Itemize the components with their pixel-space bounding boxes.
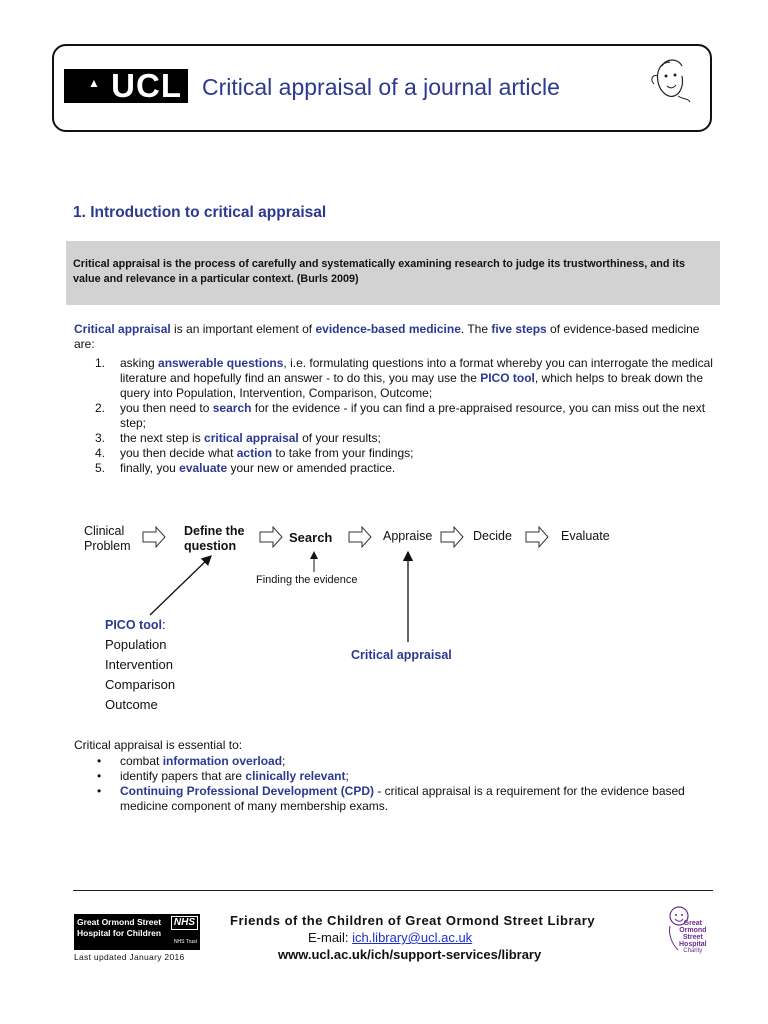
term-ebm: evidence-based medicine xyxy=(315,322,461,336)
bullet-text: identify papers that are xyxy=(120,769,246,783)
node-label: Clinical xyxy=(84,524,125,538)
intro-text: of evidence-based medicine are: xyxy=(74,322,700,351)
pico-item: Outcome xyxy=(105,697,158,712)
intro-text: . The xyxy=(460,322,492,336)
bullet-text: ; xyxy=(282,754,286,768)
pico-list xyxy=(105,617,175,715)
step-text: for the evidence - if you can find a pre-appraised resource, you can miss out the next step; xyxy=(120,401,706,430)
pico-item: Population xyxy=(105,637,167,652)
step-text: finally, you xyxy=(120,461,180,475)
footer-friends: Friends of the Children of Great Ormond Street Library xyxy=(230,913,596,928)
flow-arrow-icon xyxy=(441,527,463,547)
gosh-logo xyxy=(74,914,200,950)
email-label: E-mail: xyxy=(308,930,353,945)
pico-colon: : xyxy=(161,617,166,632)
step-text: your new or amended practice. xyxy=(227,461,396,475)
step-term: evaluate xyxy=(179,461,228,475)
step-number: 1. xyxy=(95,356,106,370)
bullet-term: information overload xyxy=(162,754,283,768)
pico-item: Comparison xyxy=(105,677,176,692)
step-term: PICO tool xyxy=(480,371,535,385)
node-search: Search xyxy=(289,530,333,545)
email-link[interactable]: ich.library@ucl.ac.uk xyxy=(352,930,473,945)
arrow-outlines xyxy=(143,527,548,547)
critical-appraisal-label: Critical appraisal xyxy=(351,648,452,662)
ucl-logo-text: UCL xyxy=(111,67,182,104)
essential-intro: Critical appraisal is essential to: xyxy=(74,738,243,752)
flow-arrow-icon xyxy=(349,527,371,547)
nhs-logo: NHS xyxy=(171,916,198,930)
step-text: of your results; xyxy=(298,431,381,445)
charity-line: Charity xyxy=(683,948,703,954)
intro-text: is an important element of xyxy=(170,322,316,336)
document-title: Critical appraisal of a journal article xyxy=(202,74,560,100)
node-label: Problem xyxy=(84,539,131,553)
gosh-logo-text: Hospital for Children xyxy=(77,928,162,938)
list-item xyxy=(95,754,720,769)
footer-divider xyxy=(73,890,713,891)
definition-text: Critical appraisal is the process of carefully and systematically examining research to judge its trustworthiness, and its value and relevance in a particular context. (Burls 2009) xyxy=(73,258,686,285)
bullet-text: combat xyxy=(120,754,163,768)
charity-text xyxy=(679,920,707,955)
node-decide: Decide xyxy=(473,529,512,543)
charity-line: Hospital xyxy=(679,941,707,948)
node-label: Define the xyxy=(184,524,245,538)
charity-line: Street xyxy=(682,934,703,941)
bullet-text: - critical appraisal is a requirement for the evidence based medicine component of many membership exams. xyxy=(120,784,685,813)
pico-pointer-arrow xyxy=(150,556,211,615)
step-text: you then need to xyxy=(120,401,213,415)
bullet-text: ; xyxy=(345,769,349,783)
charity-line: Ormond xyxy=(679,927,707,934)
node-label: question xyxy=(184,539,237,553)
term-critical-appraisal: Critical appraisal xyxy=(74,322,171,336)
step-number: 4. xyxy=(95,446,106,460)
term-five-steps: five steps xyxy=(491,322,547,336)
step-text: , which helps to break down the query into Population, Intervention, Comparison, Outcome; xyxy=(120,371,703,400)
list-item xyxy=(95,769,720,784)
step-text: the next step is xyxy=(120,431,205,445)
section-title: 1. Introduction to critical appraisal xyxy=(73,204,327,221)
step-text: to take from your findings; xyxy=(272,446,414,460)
step-text: asking xyxy=(120,356,159,370)
step-number: 5. xyxy=(95,461,106,475)
last-updated: Last updated January 2016 xyxy=(74,952,185,962)
footer-email-line xyxy=(308,930,472,945)
step-term: action xyxy=(236,446,273,460)
pico-item: Intervention xyxy=(105,657,173,672)
step-number: 3. xyxy=(95,431,106,445)
list-item xyxy=(95,784,720,814)
flow-arrow-icon xyxy=(526,527,548,547)
bullet-icon: • xyxy=(97,769,102,783)
bullet-icon: • xyxy=(97,784,102,798)
gosh-logo-text: Great Ormond Street xyxy=(77,917,162,927)
ucl-crest-icon: ▲ xyxy=(88,76,101,90)
gosh-charity-logo xyxy=(664,904,714,962)
charity-line: Great xyxy=(683,920,702,927)
flow-arrow-icon xyxy=(260,527,282,547)
step-term: search xyxy=(212,401,252,415)
flow-arrow-icon xyxy=(143,527,165,547)
footer-website[interactable]: www.ucl.ac.uk/ich/support-services/library xyxy=(278,947,542,962)
bullet-icon: • xyxy=(97,754,102,768)
step-term: answerable questions xyxy=(158,356,284,370)
finding-evidence-label: Finding the evidence xyxy=(256,574,358,586)
nhs-trust-text: NHS Trust xyxy=(173,939,197,945)
bullet-term: Continuing Professional Development (CPD) xyxy=(120,784,375,798)
step-term: critical appraisal xyxy=(204,431,299,445)
step-text: , i.e. formulating questions into a format whereby you can interrogate the medical literature and hopefully find an answer - to do this, you may use the xyxy=(120,356,713,385)
step-text: you then decide what xyxy=(120,446,237,460)
essential-bullets xyxy=(95,754,720,814)
bullet-term: clinically relevant xyxy=(245,769,346,783)
node-evaluate: Evaluate xyxy=(561,529,610,543)
pico-tool-label: PICO tool xyxy=(105,618,162,632)
step-number: 2. xyxy=(95,401,106,415)
node-appraise: Appraise xyxy=(383,529,433,543)
